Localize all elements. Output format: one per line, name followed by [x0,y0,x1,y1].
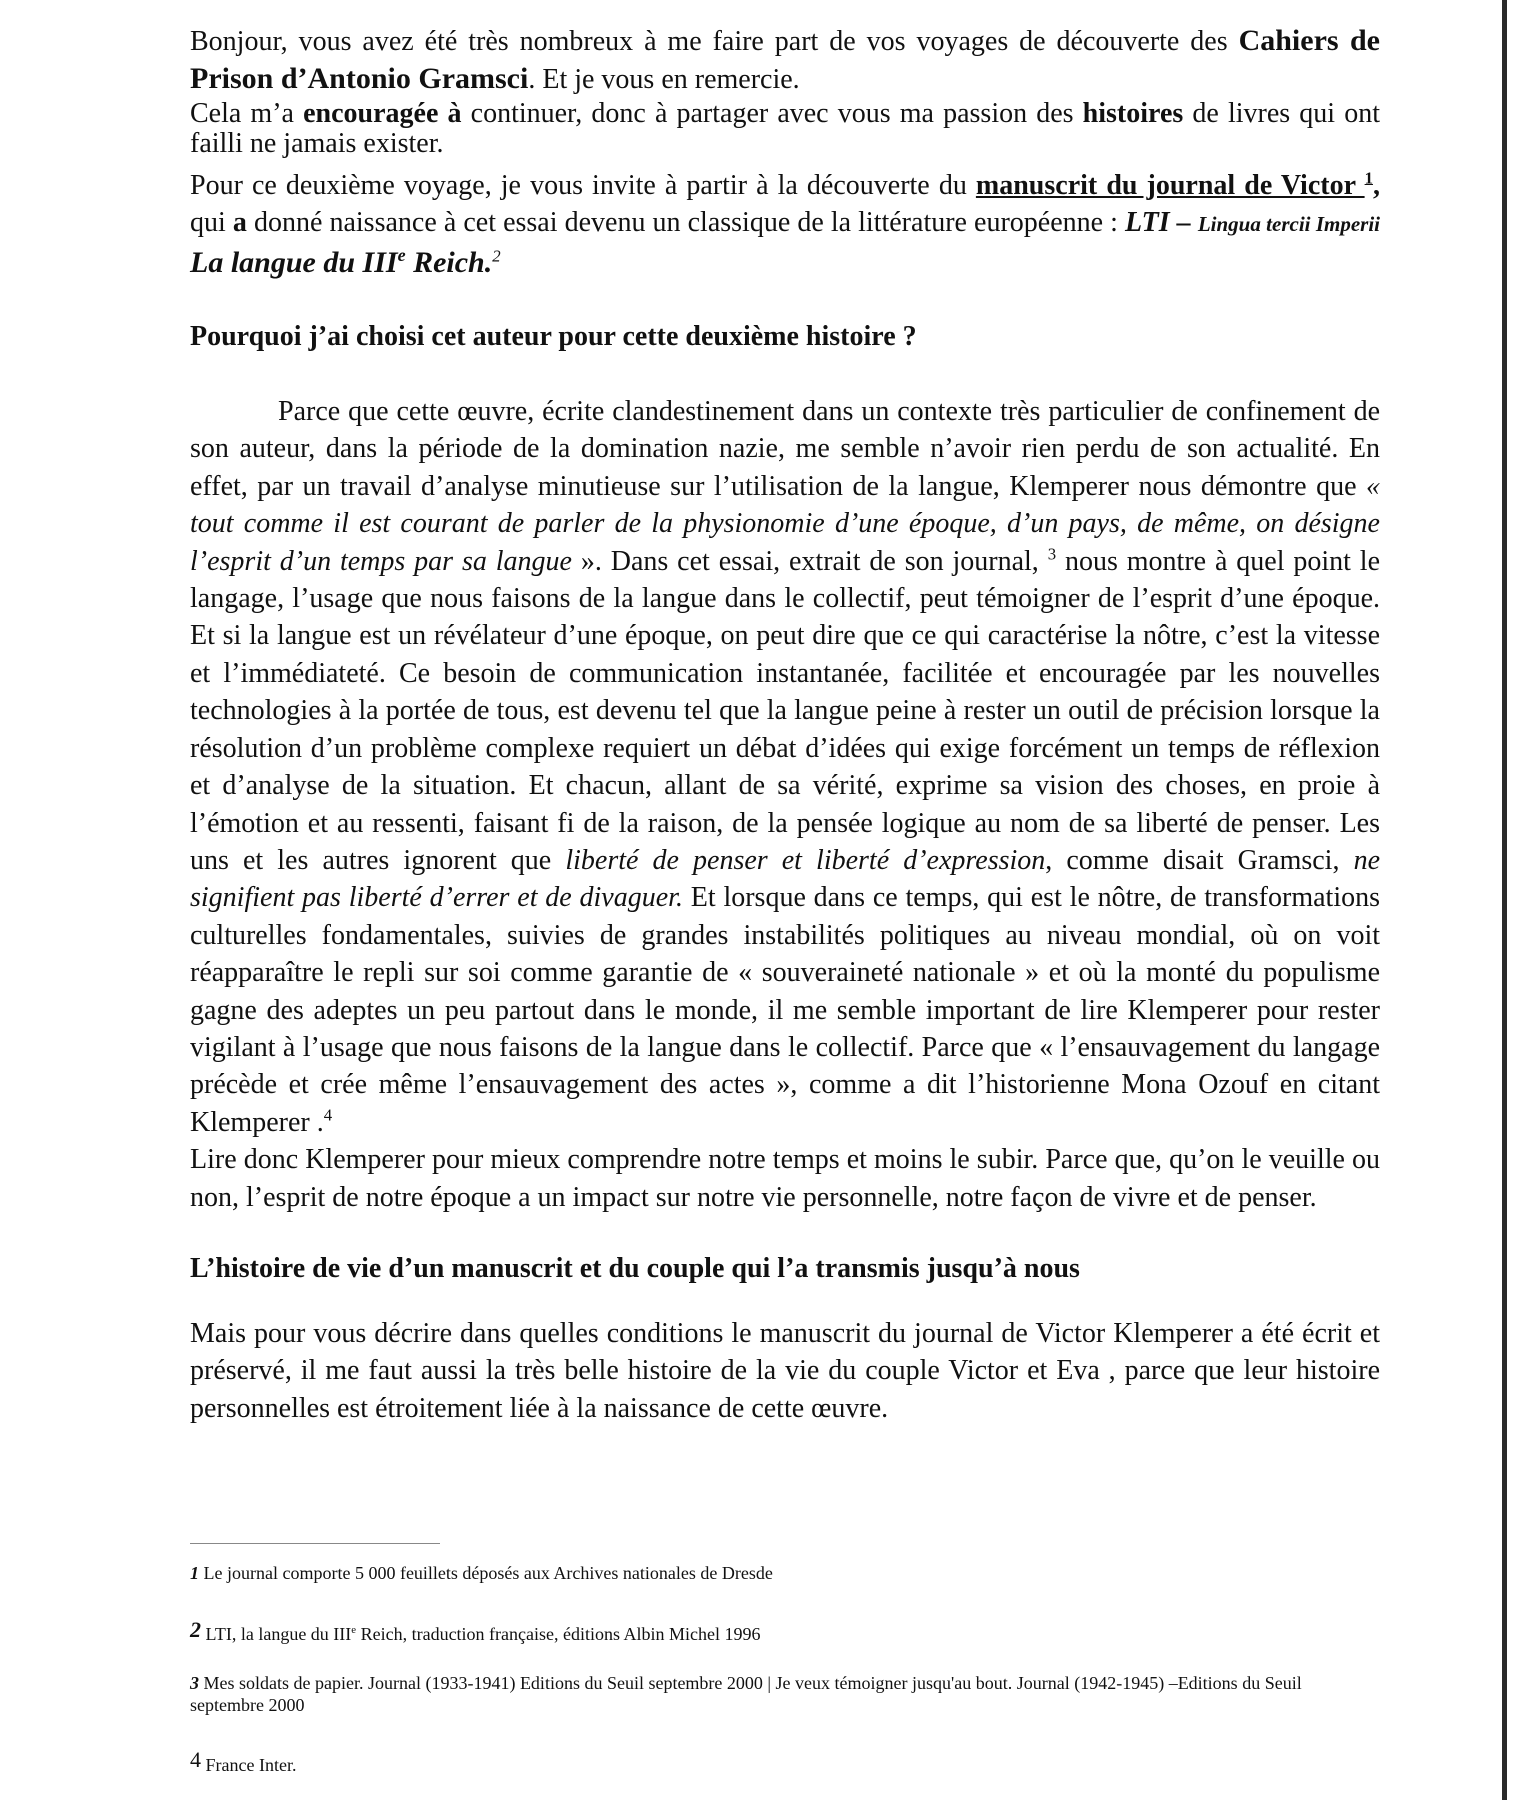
section1-paragraph-2: Lire donc Klemperer pour mieux comprendre notre temps et moins le subir. Parce que, qu’on le veuille ou non, l’esprit de notre époque a un impact sur notre vie personnelle, notre façon de vivre et de penser. [190,1144,1380,1213]
book-title: La langue du IIIe Reich. [190,244,493,279]
footnote-ref-2[interactable]: 2 [492,246,501,266]
footnote-4: 4 France Inter. [190,1747,297,1775]
lti-title: LTI – [1125,207,1191,239]
intro-paragraph-2: Cela m’a encouragée à continuer, donc à partager avec vous ma passion des histoires de livres qui ont failli ne jamais exister. [190,97,1380,159]
footnote-2: 2 LTI, la langue du IIIe Reich, traduction française, éditions Albin Michel 1996 [190,1617,761,1644]
section1-paragraph-1: Parce que cette œuvre, écrite clandestinement dans un contexte très particulier de confinement de son auteur, dans la période de la domination nazie, me semble n’avoir rien perdu de son actualité. En effet, par un travail d’analyse minutieuse sur l’utilisation de la langue, Klemperer nous démontre que « tout comme il est courant de parler de la physionomie d’une époque, d’un pays, de même, on désigne l’esprit d’un temps par sa langue ». Dans cet essai, extrait de son journal, $^3$ nous montre à quel point le langage, l’usage que nous faisons de la langue dans le collectif, peut témoigner de l’esprit d’une époque. Et si la langue est un révélateur d’une époque, on peut dire que ce qui caractérise la nôtre, c’est la vitesse et l’immédiateté. Ce besoin de communication instantanée, facilitée et encouragée par les nouvelles technologies à la portée de tous, est devenu tel que la langue peine à rester un outil de précision lorsque la résolution d’un problème complexe requiert un débat d’idées qui exige forcément un temps de réflexion et d’analyse de la situation. Et chacun, allant de sa vérité, exprime sa vision des choses, en proie à l’émotion et au ressenti, faisant fi de la raison, de la pensée logique au nom de sa liberté de penser. Les uns et les autres ignorent que liberté de penser et liberté d’expression, comme disait Gramsci, ne signifient pas liberté d’errer et de divaguer. Et lorsque dans ce temps, qui est le nôtre, de transformations culturelles fondamentales, suivies de grandes instabilités politiques au niveau mondial, où on voit réapparaître le repli sur soi comme garantie de « souveraineté nationale » et où la monté du populisme gagne des adeptes un peu partout dans le monde, il me semble important de lire Klemperer pour rester vigilant à l’usage que nous faisons de la langue dans le collectif. Parce que « l’ensauvagement du langage précède et crée même l’ensauvagement des actes », comme a dit l’historienne Mona Ozouf en citant Klemperer .$^4$ [190,396,1381,1138]
section2-paragraph-1: Mais pour vous décrire dans quelles conditions le manuscrit du journal de Victor Klemperer a été écrit et préservé, il me faut aussi la très belle histoire de la vie du couple Victor et Eva , parce que leur histoire personnelles est étroitement liée à la naissance de cette œuvre. [190,1317,1380,1424]
intro-paragraph-3: Pour ce deuxième voyage, je vous invite à partir à la découverte du manuscrit du journal de Victor $^1$, qui a donné naissance à cet essai devenu un classique de la littérature européenne : LTI – Lingua tercii Imperii La langue du IIIe Reich.$^2$ [190,168,1381,279]
footnote-ref-3[interactable]: 3 [1047,544,1057,564]
footnote-separator [190,1543,440,1544]
section-heading-2: L’histoire de vie d’un manuscrit et du couple qui l’a transmis jusqu’à nous [190,1252,1080,1284]
intro-paragraph-1: Bonjour, vous avez été très nombreux à me faire part de vos voyages de découverte des Cahiers de Prison d’Antonio Gramsci. Et je vous en remercie. [190,24,1380,96]
footnote-ref-1[interactable]: 1 [1364,168,1373,188]
page-edge-shadow [1502,0,1507,1800]
section-heading-1: Pourquoi j’ai choisi cet auteur pour cette deuxième histoire ? [190,321,917,353]
footnote-1: 1 Le journal comporte 5 000 feuillets déposés aux Archives nationales de Dresde [190,1563,773,1583]
gramsci-title: Cahiers de Prison d’Antonio Gramsci [190,24,1380,96]
footnote-3: 3 Mes soldats de papier. Journal (1933-1941) Editions du Seuil septembre 2000 | Je veux témoigner jusqu'au bout. Journal (1942-1945) –Editions du Seuil septembre 2000 [190,1673,1302,1715]
footnote-ref-4[interactable]: 4 [323,1105,333,1125]
manuscript-link-text: manuscrit du journal de Victor [975,169,1365,201]
document-page [190,22,1380,1427]
